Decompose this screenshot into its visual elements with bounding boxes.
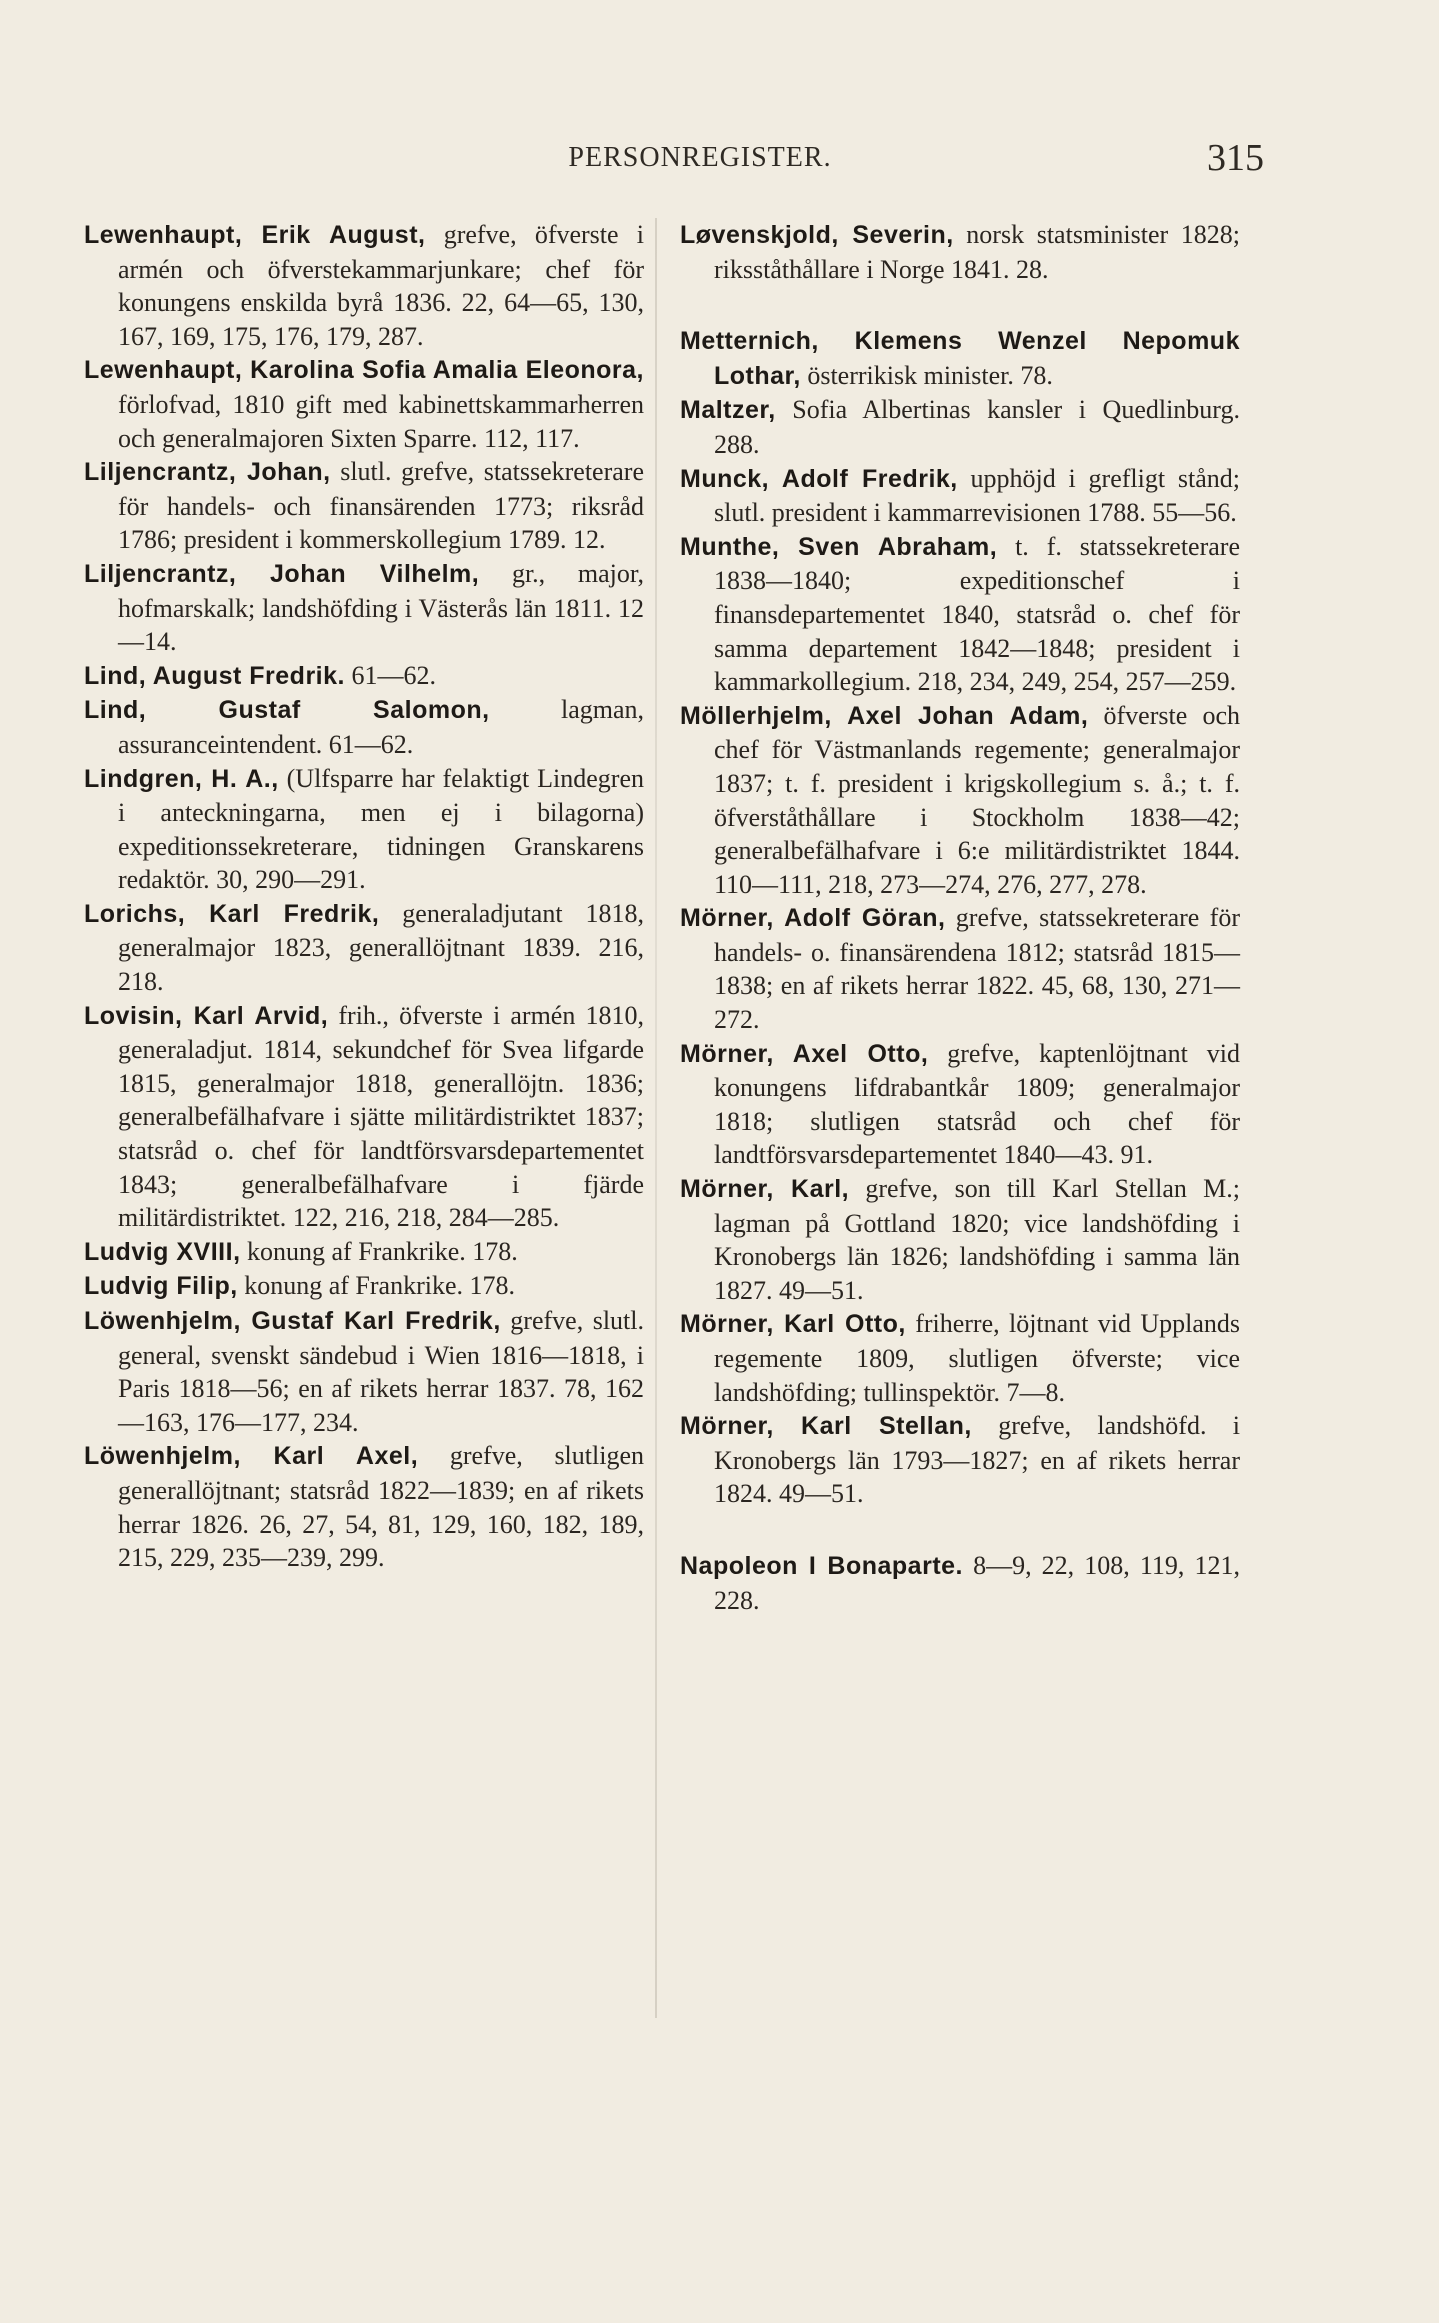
- entry-name: Lindgren, H. A.,: [84, 764, 279, 793]
- entry-name: Metternich, Klemens Wenzel Nepomuk Lothar,: [680, 327, 1240, 390]
- entry-name: Munthe, Sven Abraham,: [680, 532, 998, 561]
- entry-name: Lovisin, Karl Arvid,: [84, 1001, 329, 1030]
- index-entry: [680, 699, 1240, 902]
- entry-text: 8—9, 22, 108, 119, 121, 228.: [714, 1550, 1240, 1615]
- index-entry: [84, 455, 644, 557]
- section-gap: [680, 286, 1240, 324]
- entry-text: upphöjd i grefligt stånd; slutl. president i kammarrevisionen 1788. 55—56.: [714, 463, 1240, 528]
- index-entry: [84, 999, 644, 1235]
- entry-text: förlofvad, 1810 gift med kabinettskammarherren och generalmajoren Sixten Sparre. 112, 117.: [118, 389, 644, 453]
- page-number: 315: [1207, 137, 1264, 179]
- entry-text: t. f. statssekreterare 1838—1840; expeditionschef i finansdepartementet 1840, statsråd o. chef för samma departement 1842—1848; president i kammarkollegium. 218, 234, 249, 254, 257—259.: [714, 531, 1240, 697]
- running-header: PERSONREGISTER.: [568, 142, 832, 173]
- entry-name: Lewenhaupt, Erik August,: [84, 221, 426, 249]
- entry-name: Maltzer,: [680, 396, 776, 425]
- entry-name: Möllerhjelm, Axel Johan Adam,: [680, 701, 1089, 730]
- index-entry: [84, 1269, 644, 1304]
- entry-text: 61—62.: [344, 660, 436, 690]
- entry-text: generaladjutant 1818, generalmajor 1823, generallöjtnant 1839. 216, 218.: [118, 898, 644, 997]
- entry-text: konung af Frankrike. 178.: [240, 1236, 518, 1266]
- entry-text: grefve, slutl. general, svenskt sändebud i Wien 1816—1818, i Paris 1818—56; en af rikets herrar 1837. 78, 162—163, 176—177, 234.: [118, 1306, 645, 1437]
- entry-name: Löwenhjelm, Gustaf Karl Fredrik,: [84, 1307, 501, 1335]
- entry-text: grefve, landshöfd. i Kronobergs län 1793—1827; en af rikets herrar 1824. 49—51.: [714, 1411, 1240, 1509]
- index-entry: [84, 1439, 644, 1574]
- entry-text: (Ulfsparre har felaktigt Lindegren i anteckningarna, men ej i bilagorna) expeditionssekreterare, tidningen Granskarens redaktör. 30, 290—291.: [118, 763, 644, 895]
- index-entry: [84, 353, 644, 455]
- index-entry: [680, 218, 1240, 286]
- index-entry: [680, 324, 1240, 393]
- entry-text: grefve, statssekreterare för handels- o. finansärendena 1812; statsråd 1815—1838; en af rikets herrar 1822. 45, 68, 130, 271—272.: [714, 903, 1240, 1035]
- entry-text: konung af Frankrike. 178.: [237, 1271, 515, 1301]
- entry-text: österrikisk minister. 78.: [800, 360, 1053, 390]
- right-column: [680, 218, 1240, 1617]
- index-entry: [680, 1549, 1240, 1617]
- entry-name: Lind, Gustaf Salomon,: [84, 696, 490, 725]
- entry-name: Liljencrantz, Johan Vilhelm,: [84, 559, 480, 588]
- entry-text: grefve, slutligen generallöjtnant; statsråd 1822—1839; en af rikets herrar 1826. 26, 27, 54, 81, 129, 160, 182, 189, 215, 229, 235—239, 299.: [118, 1441, 644, 1573]
- entry-text: Sofia Albertinas kansler i Quedlinburg. 288.: [714, 395, 1240, 459]
- entry-name: Mörner, Axel Otto,: [680, 1039, 929, 1068]
- index-entry: [680, 462, 1240, 530]
- entry-name: Munck, Adolf Fredrik,: [680, 464, 958, 493]
- entry-text: slutl. grefve, statssekreterare för handels- och finansärenden 1773; riksråd 1786; president i kommerskollegium 1789. 12.: [118, 457, 644, 555]
- index-entry: [680, 1037, 1240, 1172]
- index-entry: [680, 1307, 1240, 1409]
- entry-name: Lind, August Fredrik.: [84, 661, 345, 690]
- entry-text: gr., major, hofmarskalk; landshöfding i Västerås län 1811. 12—14.: [118, 558, 644, 657]
- index-entry: [84, 1304, 644, 1439]
- index-entry: [84, 659, 644, 694]
- left-column: [84, 218, 644, 1575]
- entry-name: Liljencrantz, Johan,: [84, 458, 331, 487]
- index-entry: [680, 530, 1240, 699]
- entry-name: Mörner, Karl Otto,: [680, 1310, 906, 1339]
- entry-text: lagman, assuranceintendent. 61—62.: [118, 695, 644, 759]
- section-gap: [680, 1511, 1240, 1549]
- index-entry: [680, 1172, 1240, 1307]
- index-entry: [680, 901, 1240, 1036]
- entry-text: grefve, kaptenlöjtnant vid konungens lifdrabantkår 1809; generalmajor 1818; slutligen statsråd och chef för landtförsvarsdepartementet 1840—43. 91.: [714, 1038, 1240, 1170]
- entry-name: Lorichs, Karl Fredrik,: [84, 899, 380, 928]
- entry-name: Napoleon I Bonaparte.: [680, 1551, 963, 1580]
- index-entry: [84, 1235, 644, 1270]
- entry-text: friherre, löjtnant vid Upplands regemente 1809, slutligen öfverste; vice landshöfding; tullinspektör. 7—8.: [714, 1309, 1240, 1407]
- index-entry: [84, 897, 644, 999]
- entry-name: Ludvig XVIII,: [84, 1237, 241, 1266]
- entry-name: Lewenhaupt, Karolina Sofia Amalia Eleonora,: [84, 356, 644, 385]
- column-divider: [655, 218, 657, 2018]
- index-entry: [84, 218, 644, 353]
- index-entry: [84, 557, 644, 659]
- entry-name: Ludvig Filip,: [84, 1272, 238, 1301]
- entry-name: Mörner, Karl Stellan,: [680, 1412, 972, 1441]
- entry-text: grefve, son till Karl Stellan M.; lagman på Gottland 1820; vice landshöfding i Kronobergs län 1826; landshöfding i samma län 1827. 49—51.: [714, 1174, 1240, 1305]
- index-entry: [84, 693, 644, 761]
- entry-name: Löwenhjelm, Karl Axel,: [84, 1442, 419, 1471]
- entry-text: öfverste och chef för Västmanlands regemente; generalmajor 1837; t. f. president i krigskollegium s. å.; t. f. öfverståthållare i Stockholm 1838—42; generalbefälhafvare i 6:e militärdistriktet 1844. 110—111, 218, 273—274, 276, 277, 278.: [714, 700, 1240, 899]
- entry-name: Løvenskjold, Severin,: [680, 221, 954, 249]
- entry-text: grefve, öfverste i armén och öfverstekammarjunkare; chef för konungens enskilda byrå 1836. 22, 64—65, 130, 167, 169, 175, 176, 179, 287.: [118, 220, 644, 351]
- entry-text: norsk statsminister 1828; riksståthållare i Norge 1841. 28.: [714, 220, 1241, 284]
- entry-name: Mörner, Adolf Göran,: [680, 904, 946, 933]
- entry-name: Mörner, Karl,: [680, 1175, 850, 1204]
- index-entry: [680, 1409, 1240, 1511]
- entry-text: frih., öfverste i armén 1810, generaladjut. 1814, sekundchef för Svea lifgarde 1815, generalmajor 1818, generallöjtn. 1836; generalbefälhafvare i sjätte militärdistriktet 1837; statsråd o. chef för landtförsvarsdepartementet 1843; generalbefälhafvare i fjärde militärdistriktet. 122, 216, 218, 284—285.: [118, 1000, 645, 1233]
- index-entry: [680, 393, 1240, 461]
- index-entry: [84, 762, 644, 897]
